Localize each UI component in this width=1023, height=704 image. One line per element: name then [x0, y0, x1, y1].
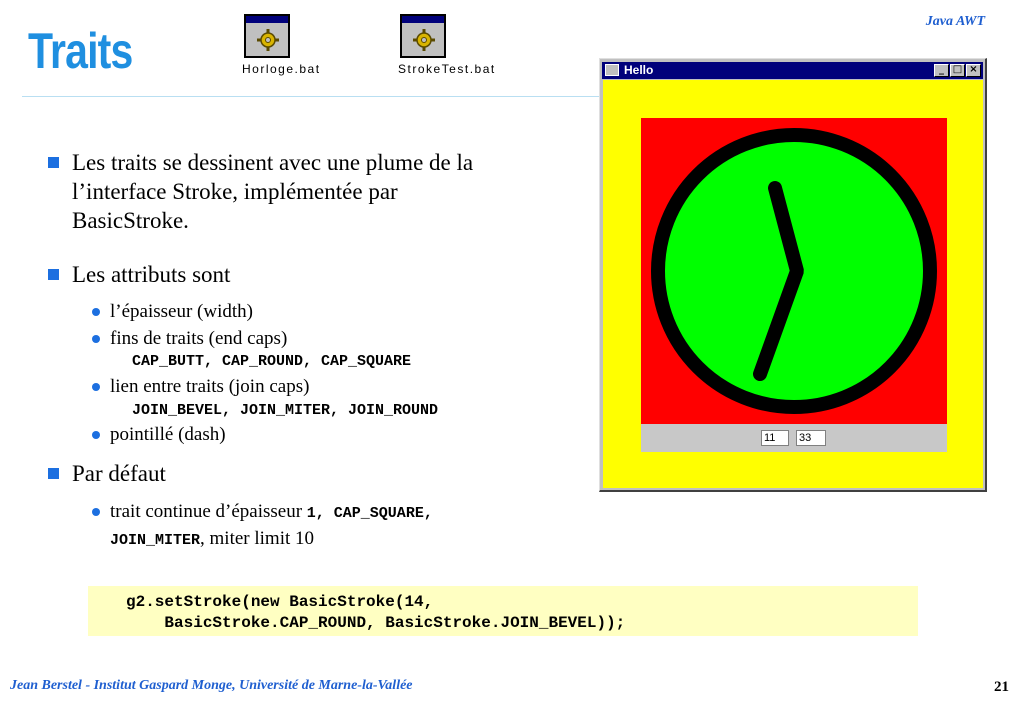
horloge-bat-shortcut[interactable]: [242, 14, 321, 76]
window-icon-frame: [244, 14, 290, 58]
bullet-square: [48, 269, 59, 280]
hello-window: [599, 58, 987, 492]
bullet-1-line-1: Les traits se dessinent avec une plume de la: [72, 150, 474, 175]
bullet-dot: [92, 383, 100, 391]
bullet-dot: [92, 308, 100, 316]
bullet-dot: [92, 431, 100, 439]
code-line-2: BasicStroke.CAP_ROUND, BasicStroke.JOIN_BEVEL));: [126, 614, 626, 632]
bullet-square: [48, 157, 59, 168]
bullet-square: [48, 468, 59, 479]
bullet-dot: [92, 508, 100, 516]
code-example: [88, 586, 918, 636]
attribute-dash: pointillé (dash): [110, 424, 226, 445]
gear-icon: [412, 28, 436, 52]
bullet-1-line-2: l’interface Stroke, implémentée par: [72, 179, 398, 204]
window-title: Hello: [624, 63, 654, 77]
window-icon-frame: [400, 14, 446, 58]
default-stroke-line-1: [110, 500, 433, 525]
window-content: [603, 80, 983, 488]
java-app-icon[interactable]: [605, 64, 619, 76]
bullet-3-text: Par défaut: [72, 461, 166, 486]
maximize-button[interactable]: □: [950, 64, 965, 77]
minimize-button[interactable]: _: [934, 64, 949, 77]
shortcut-label: StrokeTest.bat: [398, 62, 496, 76]
page-number: 21: [994, 679, 1009, 695]
default-miter-text: , miter limit 10: [200, 528, 315, 549]
bullet-1-line-3: BasicStroke.: [72, 208, 189, 233]
clock-drawing: [641, 118, 947, 424]
time-fields-bar: [641, 424, 947, 452]
default-stroke-text: trait continue d’épaisseur: [110, 501, 307, 522]
minute-field[interactable]: 33: [796, 430, 826, 446]
header-topic: Java AWT: [925, 14, 985, 29]
clock-canvas: [641, 118, 947, 424]
code-line-1: g2.setStroke(new BasicStroke(14,: [126, 593, 434, 611]
bullet-2-text: Les attributs sont: [72, 262, 231, 287]
attribute-join-caps: lien entre traits (join caps): [110, 376, 310, 397]
bullet-dot: [92, 335, 100, 343]
shortcut-label: Horloge.bat: [242, 62, 321, 76]
bullet-1-text: [72, 148, 473, 235]
end-caps-constants: CAP_BUTT, CAP_ROUND, CAP_SQUARE: [132, 353, 412, 370]
slide-title: Traits: [28, 23, 133, 79]
default-stroke-code: 1, CAP_SQUARE,: [306, 505, 433, 522]
default-stroke-line-2: [110, 527, 314, 552]
attribute-width: l’épaisseur (width): [110, 301, 253, 322]
attribute-end-caps: fins de traits (end caps): [110, 328, 288, 349]
title-divider: [22, 96, 602, 97]
hour-field[interactable]: 11: [761, 430, 789, 446]
window-title-bar[interactable]: [602, 62, 983, 79]
stroketest-bat-shortcut[interactable]: [398, 14, 496, 76]
gear-icon: [256, 28, 280, 52]
default-join-code: JOIN_MITER: [110, 532, 201, 549]
join-caps-constants: JOIN_BEVEL, JOIN_MITER, JOIN_ROUND: [132, 402, 439, 419]
close-button[interactable]: ×: [966, 64, 981, 77]
slide-footer: Jean Berstel - Institut Gaspard Monge, Université de Marne-la-Vallée: [10, 678, 413, 693]
